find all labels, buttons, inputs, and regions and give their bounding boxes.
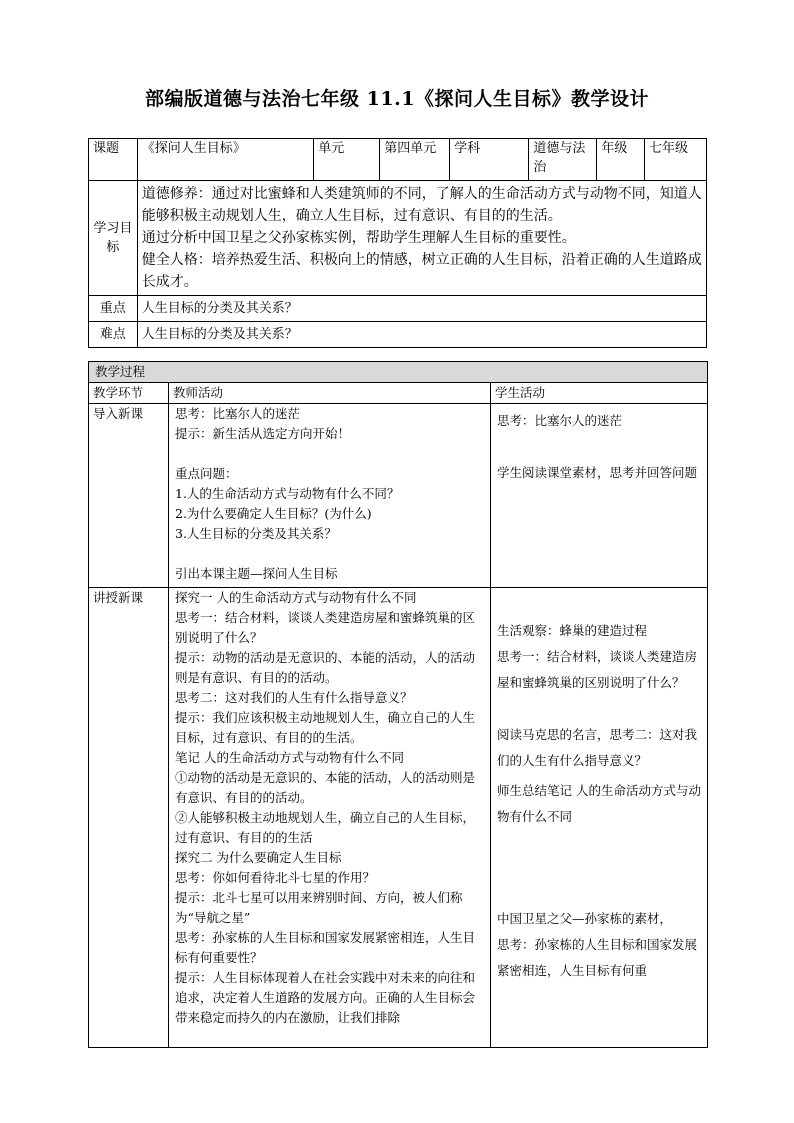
student-line: 思考一：结合材料，谈谈人类建造房屋和蜜蜂筑巢的区别说明了什么？ (497, 649, 698, 690)
student-line: 中国卫星之父—孙家栋的素材， (497, 911, 673, 926)
teacher-line: 提示：动物的活动是无意识的、本能的活动，人的活动则是有意识、有目的的活动。 (175, 650, 476, 685)
student-line: 思考：比塞尔人的迷茫 (497, 413, 623, 428)
teacher-line: 思考：比塞尔人的迷茫 (175, 406, 301, 421)
key-point-label: 重点 (89, 296, 138, 322)
teaching-process-table (88, 361, 708, 1048)
grade-value: 七年级 (645, 139, 707, 181)
student-line: 阅读马克思的名言，思考二：这对我们的人生有什么指导意义？ (497, 727, 698, 768)
stage-lecture: 讲授新课 (89, 588, 169, 1048)
difficulty-value: 人生目标的分类及其关系？ (137, 322, 706, 348)
student-line: 学生阅读课堂素材，思考并回答问题 (497, 465, 698, 480)
teacher-line: 1.人的生命活动方式与动物有什么不同？ (175, 486, 400, 501)
page-title: 部编版道德与法治七年级 11.1《探问人生目标》教学设计 (145, 88, 649, 110)
lesson-info-table (88, 138, 707, 348)
stage-intro: 导入新课 (89, 404, 169, 588)
teacher-line: 引出本课主题—探问人生目标 (175, 566, 338, 581)
teacher-line: 提示：北斗七星可以用来辨别时间、方向，被人们称为“导航之星” (175, 890, 463, 925)
teacher-line: 探究二 为什么要确定人生目标 (175, 850, 342, 865)
teacher-line: 思考：孙家栋的人生目标和国家发展紧密相连，人生目标有何重要性？ (175, 930, 476, 965)
subject-value: 道德与法治 (529, 139, 597, 181)
teacher-line: 提示：人生目标体现着人在社会实践中对未来的向往和追求，决定着人生道路的发展方向。正确的人生目标会带来稳定而持久的内在激励，让我们排除 (175, 970, 476, 1025)
student-line: 思考：孙家栋的人生目标和国家发展紧密相连，人生目标有何重 (497, 937, 698, 978)
subject-label: 学科 (450, 139, 529, 181)
unit-value: 第四单元 (380, 139, 450, 181)
teacher-line: 提示：新生活从选定方向开始！ (175, 426, 351, 441)
goals-label: 学习目标 (89, 181, 138, 296)
teacher-line: 3.人生目标的分类及其关系？ (175, 526, 337, 541)
intro-student-activity (491, 404, 708, 588)
teacher-line: 重点问题： (175, 466, 238, 481)
teacher-line: 提示：我们应该积极主动地规划人生，确立自己的人生目标，过有意识、有目的的生活。 (175, 710, 476, 745)
col-student-header: 学生活动 (491, 383, 708, 404)
teacher-line: 思考二：这对我们的人生有什么指导意义？ (175, 690, 413, 705)
goal-line: 健全人格：培养热爱生活、积极向上的情感，树立正确的人生目标，沿着正确的人生道路成长成才。 (141, 252, 702, 290)
key-point-value: 人生目标的分类及其关系？ (137, 296, 706, 322)
difficulty-label: 难点 (89, 322, 138, 348)
goal-line: 通过分析中国卫星之父孙家栋实例，帮助学生理解人生目标的重要性。 (141, 230, 576, 246)
student-line: 生活观察：蜂巢的建造过程 (497, 623, 648, 638)
teacher-line: ②人能够积极主动地规划人生，确立自己的人生目标，过有意识、有目的的生活 (175, 810, 476, 845)
teacher-line: 思考一：结合材料，谈谈人类建造房屋和蜜蜂筑巢的区别说明了什么？ (175, 610, 476, 645)
teacher-line: ①动物的活动是无意识的、本能的活动，人的活动则是有意识、有目的的活动。 (175, 770, 476, 805)
teacher-line: 2.为什么要确定人生目标？(为什么) (175, 506, 372, 521)
topic-value: 《探问人生目标》 (137, 139, 314, 181)
goal-line: 道德修养：通过对比蜜蜂和人类建筑师的不同，了解人的生命活动方式与动物不同，知道人能够积极主动规划人生，确立人生目标，过有意识、有目的的生活。 (141, 186, 702, 224)
col-stage-header: 教学环节 (89, 383, 169, 404)
goals-cell (137, 181, 706, 296)
process-header: 教学过程 (89, 362, 708, 383)
topic-label: 课题 (89, 139, 138, 181)
unit-label: 单元 (314, 139, 380, 181)
teacher-line: 笔记 人的生命活动方式与动物有什么不同 (175, 750, 404, 765)
grade-label: 年级 (597, 139, 645, 181)
teacher-line: 探究一 人的生命活动方式与动物有什么不同 (175, 590, 417, 605)
lecture-teacher-activity (169, 588, 491, 1048)
intro-teacher-activity (169, 404, 491, 588)
student-line: 师生总结笔记 人的生命活动方式与动物有什么不同 (497, 783, 701, 824)
lecture-student-activity (491, 588, 708, 1048)
teacher-line: 思考：你如何看待北斗七星的作用？ (175, 870, 376, 885)
col-teacher-header: 教师活动 (169, 383, 491, 404)
